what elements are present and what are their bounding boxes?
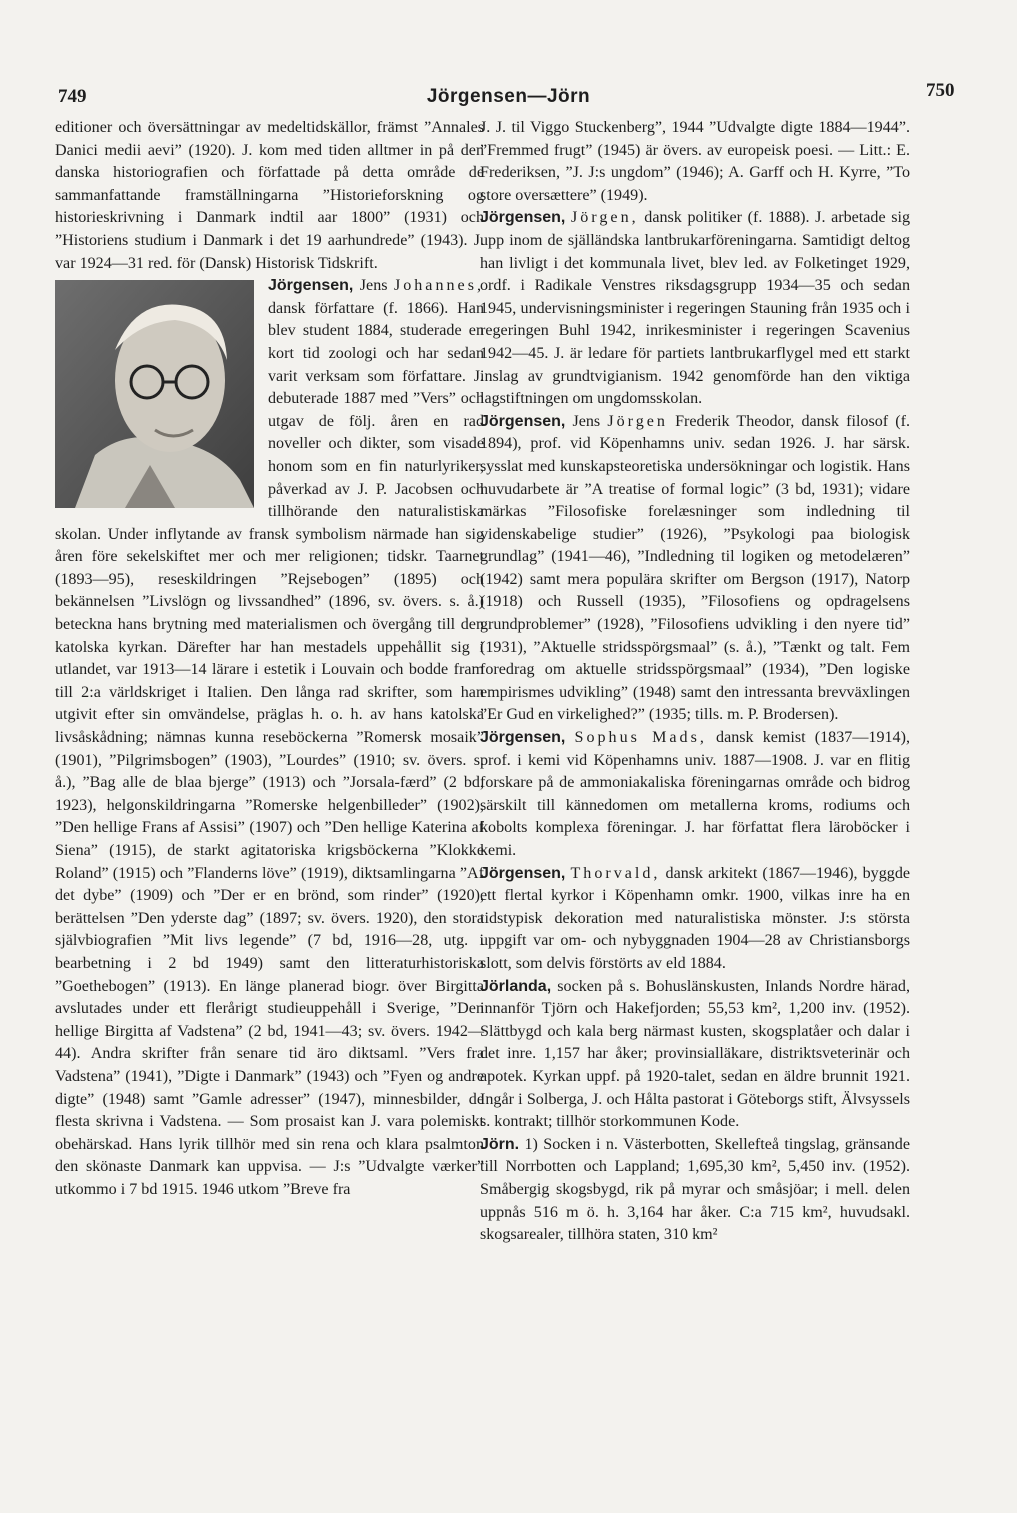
page-number-right: 750 <box>926 80 955 101</box>
entry-body: 1) Socken i n. Västerbotten, Skellefteå tingslag, gränsande till Norrbotten och Lappland; 1,695,30 km², 5,450 inv. (1952). Småbergig skogsbygd, rik på myrar och småsjöar; i mell. delen uppnås 516 m ö. h. 3,164 har åker. C:a 715 km², huvudsakl. skogsarealer, tillhöra staten, 310 km² <box>480 1135 910 1244</box>
entry-body: Frederik Theodor, dansk filosof (f. 1894), prof. vid Köpenhamns univ. sedan 1926. J. har särsk. sysslat med kunskapsteoretiska undersökningar och logistik. Hans huvudarbete är ”A treatise of formal logic” (3 bd, 1931); vidare märkas ”Filosofiske forelæsninger som indledning til videnskabelige studier” (1926), ”Psykologi paa biologisk grundlag” (1941—46), ”Indledning til logiken og metodelæren” (1942) samt mera populära skrifter om Bergson (1917), Natorp (1918) och Russell (1935), ”Filosofiens og opdragelsens grundproblemer” (1928), ”Filosofiens udvikling i den nyere tid” (1931), ”Aktuelle stridsspörgsmaal” (s. å.), ”Tænkt og talt. Fem foredrag om aktuelle stridsspörgsmaal” (1934), ”Den logiske empirismes udvikling” (1948) samt den intressanta brevväxlingen ”Er Gud en virkelighed?” (1935; tills. m. P. Brodersen). <box>480 412 910 724</box>
entry-headword: Jörgensen, <box>480 209 566 227</box>
entry-headword: Jörgensen, <box>268 277 354 295</box>
entry-headword: Jörlanda, <box>480 977 552 995</box>
entry-spaced-name: Thorvald, <box>570 864 661 882</box>
continued-paragraph-right: J. J. til Viggo Stuckenberg”, 1944 ”Udvalgte digte 1884—1944”. ”Fremmed frugt” (1945) är övers. av europeisk poesi. — Litt.: E. Frederiksen, ”J. J:s ungdom” (1946); A. Garff och H. Kyrre, ”To store oversættere” (1949). <box>480 119 910 204</box>
entry-spaced-name: Jörgen, <box>571 209 639 227</box>
entry-headword: Jörgensen, <box>480 729 566 747</box>
entry-spaced-name: Johannes, <box>393 277 484 295</box>
entry-spaced-name: Sophus Mads, <box>574 729 707 747</box>
entry-headword: Jörn. <box>480 1135 520 1153</box>
entry-jorlanda <box>480 976 910 1134</box>
entry-body: dansk arkitekt (1867—1946), byggde ett flertal kyrkor i Köpenhamn omkr. 1900, vilkas inre ha en tidstypisk dekoration med naturalistiska mönster. J:s största uppgift var om- och nybyggnaden 1904—28 av Christiansborgs slott, som delvis förstörts av eld 1884. <box>480 864 911 972</box>
right-column <box>480 117 910 1247</box>
entry-first-name: Jens <box>359 277 388 295</box>
entry-jens-johannes-jorgensen <box>55 275 484 1201</box>
entry-spaced-name: Jörgen <box>607 412 668 430</box>
entry-headword: Jörgensen, <box>480 864 566 882</box>
entry-jens-jorgen-jorgensen <box>480 411 910 727</box>
entry-body: dansk kemist (1837—1914), prof. i kemi vid Köpenhamns univ. 1887—1908. J. var en flitig forskare på de ammoniakaliska föreningarnas område och bidrog särskilt till kännedomen om metallerna kroms, rodiums och kobolts komplexa föreningar. J. har författat flera läroböcker i kemi. <box>480 729 910 859</box>
left-column <box>55 117 484 1202</box>
portrait-photo <box>55 280 254 508</box>
entry-thorvald-jorgensen <box>480 863 910 976</box>
page-number-left: 749 <box>58 86 87 107</box>
running-title: Jörgensen—Jörn <box>426 86 591 107</box>
entry-headword: Jörgensen, <box>480 412 566 430</box>
entry-jorgen-jorgensen <box>480 207 910 410</box>
entry-body: socken på s. Bohuslänskusten, Inlands Nordre härad, innanför Tjörn och Hakefjorden; 55,53 km², 1,200 inv. (1952). Slättbygd och kala berg närmast kusten, skogsplatåer och dalar i det inre. 1,157 har åker; provinsialläkare, distriktsveterinär och apotek. Kyrkan uppf. på 1920-talet, sedan en äldre brunnit 1921. Ingår i Solberga, J. och Hålta pastorat i Göteborgs stift, Älvsyssels s. kontrakt; tillhör storkommunen Kode. <box>480 977 910 1131</box>
entry-body: dansk politiker (f. 1888). J. arbetade sig upp inom de själländska lantbrukarföreningarna. Samtidigt deltog han livligt i det kommunala livet, blev led. av Folketinget 1929, ordf. i Radikale Venstres riksdagsgrupp 1934—35 och sedan 1945, undervisningsminister i regeringen Stauning från 1935 och i regeringen Buhl 1942, inrikesminister i regeringen Scavenius 1942—45. J. är ledare för partiets lantbrukarflygel med ett starkt inslag av grundtvigianism. 1942 genomförde han den viktiga lagstiftningen om ungdomsskolan. <box>480 209 911 408</box>
entry-jorn <box>480 1134 910 1247</box>
entry-body: dansk författare (f. 1866). Han blev student 1884, studerade en kort tid zoologi och har sedan varit verksam som författare. J. debuterade 1887 med ”Vers” och utgav de följ. åren en rad noveller och dikter, som visade honom som en fin naturlyriker, påverkad av J. P. Jacobsen och tillhörande den naturalistiska skolan. Under inflytande av fransk symbolism närmade han sig åren före sekelskiftet mer och mer religionen; tidskr. Taarnet (1893—95), reseskildringen ”Rejsebogen” (1895) och bekännelsen ”Livslögn og livssandhed” (1896, sv. övers. s. å.) beteckna hans brytning med materialismen och övergång till den katolska kyrkan. Därefter har han mestadels uppehållit sig i utlandet, var 1913—14 lärare i estetik i Louvain och bodde fram till 2:a världskriget i Italien. Den långa rad skrifter, som han utgivit efter sin omvändelse, präglas h. o. h. av hans katolska livsåskådning; nämnas kunna reseböckerna ”Romersk mosaik” (1901), ”Pilgrimsbogen” (1903), ”Lourdes” (1910; sv. övers. s. å.), ”Bag alle de blaa bjerge” (1913) och ”Jorsala-færd” (2 bd, 1923), helgonskildringarna ”Romerske helgenbilleder” (1902), ”Den hellige Frans af Assisi” (1907) och ”Den hellige Katerina af Siena” (1915), de starkt agitatoriska krigsböckerna ”Klokke Roland” (1915) och ”Flanderns löve” (1919), diktsamlingarna ”Af det dybe” (1909) och ”Der er en brönd, som rinder” (1920), berättelsen ”Den yderste dag” (1897; sv. övers. 1920), den stora självbiografien ”Mit livs legende” (7 bd, 1916—28, utg. i bearbetning i 2 bd 1949) samt den litteraturhistoriska ”Goethebogen” (1913). En länge planerad biogr. över Birgitta avslutades under ett flerårigt studieuppehåll i Sverige, ”Den hellige Birgitta af Vadstena” (2 bd, 1941—43; sv. övers. 1942—44). Andra skrifter från senare tid äro diktsaml. ”Vers fra Vadstena” (1941), ”Digte i Danmark” (1943) och ”Fyen og andre digte” (1948) samt ”Gamle adresser” (1947), minnesbilder, de flesta skrivna i Vadstena. — Som prosaist kan J. vara polemiskt obehärskad. Hans lyrik tillhör med sin rena och klara psalmton den skönaste Danmark kan uppvisa. — J:s ”Udvalgte værker” utkommo i 7 bd 1915. 1946 utkom ”Breve fra <box>55 299 484 1198</box>
page-header <box>0 0 1017 120</box>
continued-paragraph: editioner och översättningar av medeltidskällor, främst ”Annales Danici medii aevi” (1920). J. kom med tiden alltmer in på den danska historiografien och författade på detta område de sammanfattande framställningarna ”Historieforskning og historieskrivning i Danmark indtil aar 1800” (1931) och ”Historiens studium i Danmark i det 19 aarhundrede” (1943). J. var 1924—31 red. för (Dansk) Historisk Tidskrift. <box>55 119 484 272</box>
entry-sophus-mads-jorgensen <box>480 727 910 863</box>
entry-first-name: Jens <box>572 412 601 430</box>
